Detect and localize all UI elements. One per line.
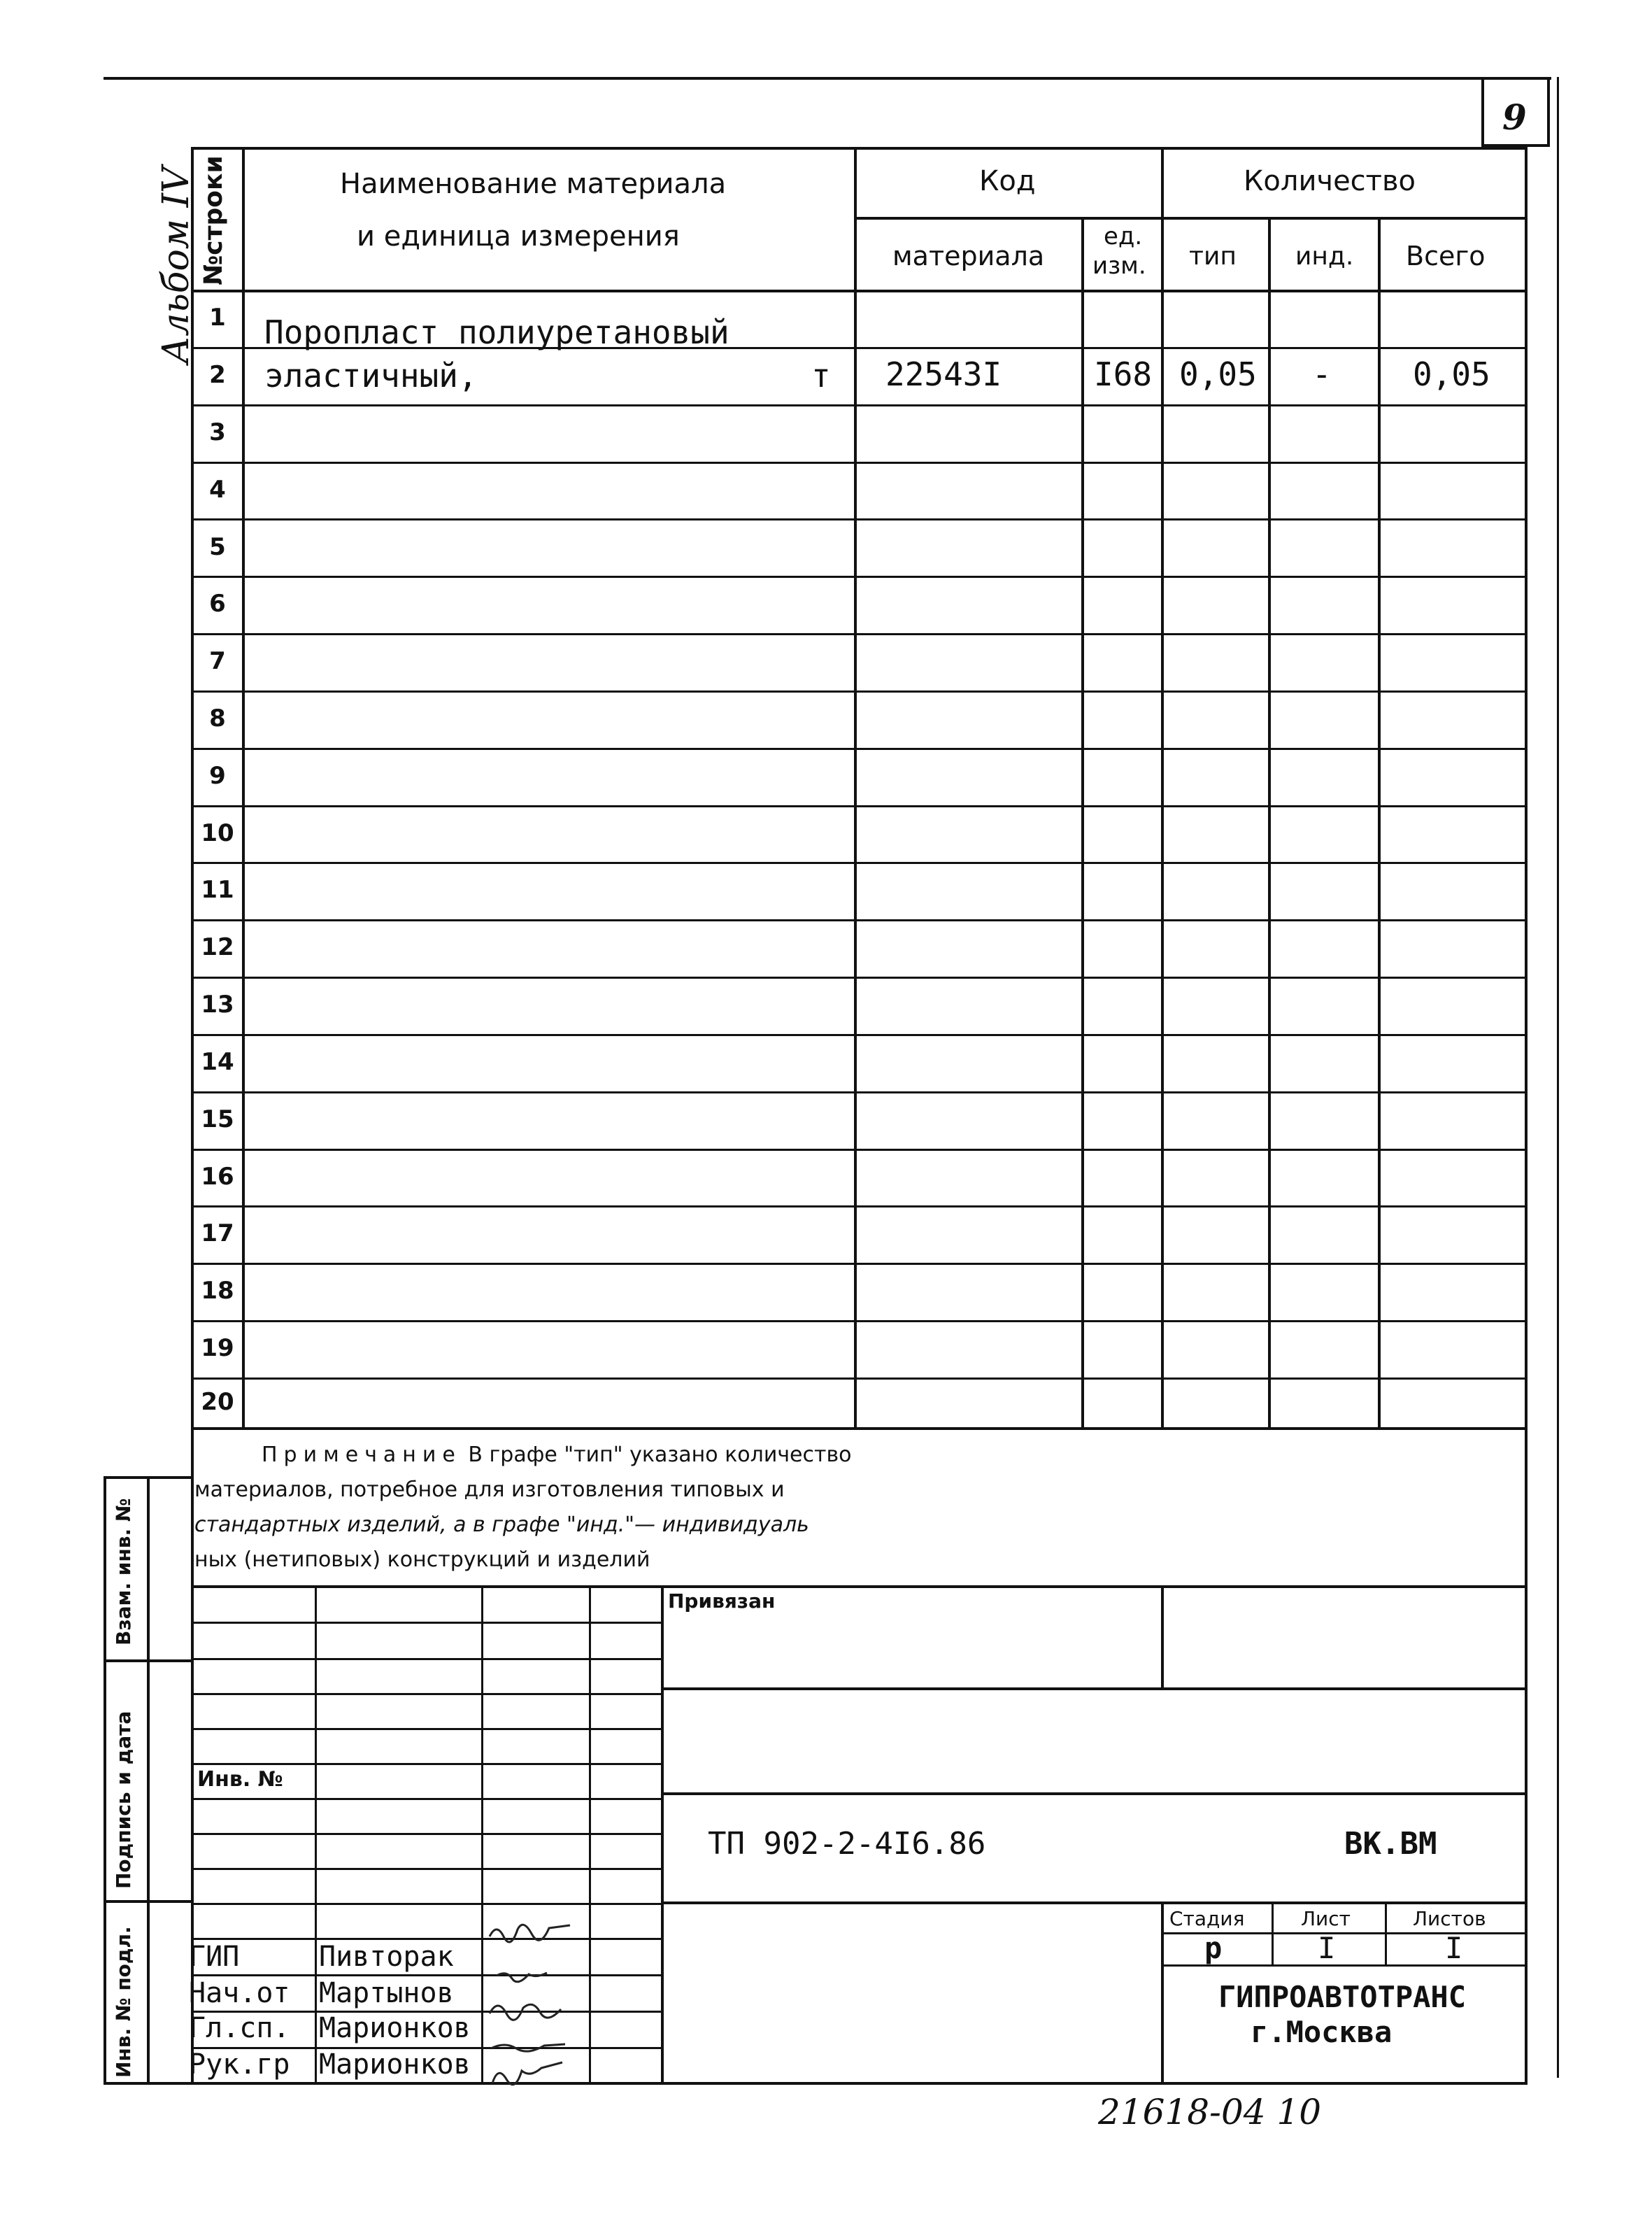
row-line <box>191 404 1528 406</box>
tb-hline <box>191 1622 661 1624</box>
row-2-name: эластичный, <box>264 357 478 395</box>
col-sep-code <box>1081 217 1084 1427</box>
row-line <box>191 977 1528 979</box>
side-box-outer-left <box>104 1476 106 2085</box>
row-number: 18 <box>201 1277 234 1305</box>
row-1-name: Поропласт полиуретановый <box>264 313 729 351</box>
staff-name: Марионков <box>319 2012 471 2044</box>
signature-2 <box>497 1973 547 1982</box>
signature-4 <box>491 2044 565 2051</box>
sheet-label: Лист <box>1301 1907 1351 1930</box>
row-line <box>191 690 1528 693</box>
page-number: 9 <box>1502 97 1527 138</box>
privyazan-label: Привязан <box>668 1589 776 1613</box>
row-number: 16 <box>201 1163 234 1191</box>
row-line <box>191 1149 1528 1151</box>
staff-role: ГИП <box>189 1941 240 1973</box>
col-sep-no <box>242 147 245 1427</box>
page-number-box-right <box>1547 77 1550 147</box>
staff-name: Марионков <box>319 2048 471 2081</box>
tb-doccode-top <box>661 1792 1528 1795</box>
album-label: Альбом IV <box>155 167 197 364</box>
right-margin-rule <box>1557 77 1559 2078</box>
top-rule <box>104 77 1551 80</box>
tb-hline <box>191 1658 661 1660</box>
footer-number: 21618-04 10 <box>1098 2092 1322 2132</box>
row-2-unit-letter: т <box>811 357 831 395</box>
signature-marks <box>483 1908 594 2090</box>
row-line <box>191 1205 1528 1207</box>
row-line <box>191 862 1528 864</box>
doc-code: ТП 902-2-4I6.86 <box>708 1826 986 1862</box>
header-typ: тип <box>1189 242 1237 271</box>
row-number: 3 <box>209 418 226 446</box>
row-number: 4 <box>209 476 226 504</box>
row-number: 10 <box>201 819 234 847</box>
staff-name: Пивторак <box>319 1941 454 1973</box>
col-sep-unit <box>1161 147 1164 1427</box>
signature-1 <box>490 1925 570 1942</box>
header-material: материала <box>892 241 1045 271</box>
staff-name: Мартынов <box>319 1977 454 2009</box>
row-number: 8 <box>209 704 226 732</box>
row-2-code: 22543I <box>885 355 1002 393</box>
tb-hline <box>191 1868 661 1870</box>
header-mid-line <box>854 217 1525 220</box>
sheet-value: I <box>1318 1931 1336 1965</box>
row-number: 12 <box>201 933 234 961</box>
tb-hline <box>191 1798 661 1800</box>
row-line <box>191 576 1528 578</box>
row-line <box>191 462 1528 464</box>
tb-doccode-bottom <box>661 1901 1528 1904</box>
org-line1: ГИПРОАВТОТРАНС <box>1218 1980 1467 2014</box>
header-code: Код <box>979 165 1036 197</box>
table-bottom-line <box>191 1427 1528 1430</box>
row-2-ind: - <box>1312 355 1332 393</box>
row-number: 6 <box>209 590 226 618</box>
row-line <box>191 518 1528 520</box>
note-line4: ных (нетиповых) конструкций и изделий <box>194 1547 650 1572</box>
stage-value: р <box>1204 1931 1223 1965</box>
staff-role: Гл.сп. <box>189 2012 290 2044</box>
note-lead: Примечание <box>262 1443 462 1467</box>
row-number: 7 <box>209 647 226 675</box>
note-line1-rest: В графе "тип" указано количество <box>468 1443 852 1467</box>
col-sep-ind <box>1378 217 1381 1427</box>
col-sep-typ <box>1268 217 1271 1427</box>
row-line <box>191 1263 1528 1265</box>
row-line <box>191 1320 1528 1322</box>
row-number: 19 <box>201 1334 234 1362</box>
tb-stage-sep1 <box>1272 1901 1274 1964</box>
row-2-unit-code: I68 <box>1094 355 1153 393</box>
signature-5 <box>492 2062 562 2085</box>
table-top-border <box>191 147 1528 150</box>
row-2-total: 0,05 <box>1413 355 1490 393</box>
row-number: 20 <box>201 1388 234 1416</box>
header-name-line1: Наименование материала <box>340 168 727 200</box>
tb-hline <box>191 1833 661 1835</box>
row-line <box>191 1377 1528 1380</box>
row-number: 13 <box>201 991 234 1019</box>
inv-no-label: Инв. № <box>197 1767 283 1792</box>
header-total: Всего <box>1406 241 1486 271</box>
row-number: 1 <box>209 304 226 332</box>
staff-role: Рук.гр <box>189 2048 290 2081</box>
row-number: 9 <box>209 762 226 790</box>
col-sep-name <box>854 147 857 1427</box>
row-line <box>191 805 1528 807</box>
tb-privyazan-sep <box>1161 1585 1164 1687</box>
tb-hline <box>191 1903 661 1905</box>
tb-hline <box>191 1728 661 1730</box>
side-box-inner <box>147 1476 150 2085</box>
note-line2: материалов, потребное для изготовления типовых и <box>194 1478 785 1502</box>
tb-top <box>191 1585 1528 1588</box>
sheets-value: I <box>1445 1931 1463 1965</box>
row-line <box>191 633 1528 635</box>
tb-hline <box>191 1693 661 1695</box>
sheets-label: Листов <box>1413 1907 1486 1930</box>
row-line <box>191 919 1528 921</box>
row-number: 17 <box>201 1219 234 1247</box>
header-quantity: Количество <box>1244 165 1416 197</box>
header-ind: инд. <box>1295 242 1354 271</box>
note-line3: стандартных изделий, а в графе "инд."— индивидуаль <box>194 1513 809 1537</box>
table-left-border <box>191 147 194 1427</box>
row-line <box>191 748 1528 750</box>
row-line <box>191 1091 1528 1093</box>
header-row-no: №строки <box>199 155 228 285</box>
row-number: 2 <box>209 361 226 389</box>
org-line2: г.Москва <box>1251 2015 1393 2049</box>
header-unit-line2: изм. <box>1092 252 1146 280</box>
tb-hline <box>191 1763 661 1765</box>
side-label-vzam: Взам. инв. № <box>112 1498 135 1645</box>
tb-vcol4 <box>661 1585 664 2082</box>
header-bottom-line <box>191 290 1528 292</box>
staff-role: Нач.от <box>189 1977 290 2009</box>
stage-label: Стадия <box>1169 1907 1245 1930</box>
row-number: 5 <box>209 533 226 561</box>
page-number-box-left <box>1481 77 1484 147</box>
tb-stage-sep2 <box>1385 1901 1387 1964</box>
row-number: 15 <box>201 1105 234 1133</box>
header-name-line2: и единица измерения <box>357 220 680 253</box>
header-unit-line1: ед. <box>1104 222 1143 250</box>
side-label-inv-podl: Инв. № подл. <box>112 1926 135 2078</box>
tb-privyazan-bottom <box>661 1687 1528 1690</box>
tb-stage-left <box>1161 1901 1164 2085</box>
tb-bottom <box>104 2082 1528 2085</box>
signature-3 <box>490 2004 561 2020</box>
row-2-typ: 0,05 <box>1179 355 1257 393</box>
side-label-podpis: Подпись и дата <box>112 1711 135 1889</box>
row-number: 11 <box>201 876 234 904</box>
row-number: 14 <box>201 1048 234 1076</box>
doc-mark: ВК.ВМ <box>1344 1826 1437 1862</box>
row-line <box>191 1034 1528 1036</box>
note-line1 <box>262 1443 852 1467</box>
